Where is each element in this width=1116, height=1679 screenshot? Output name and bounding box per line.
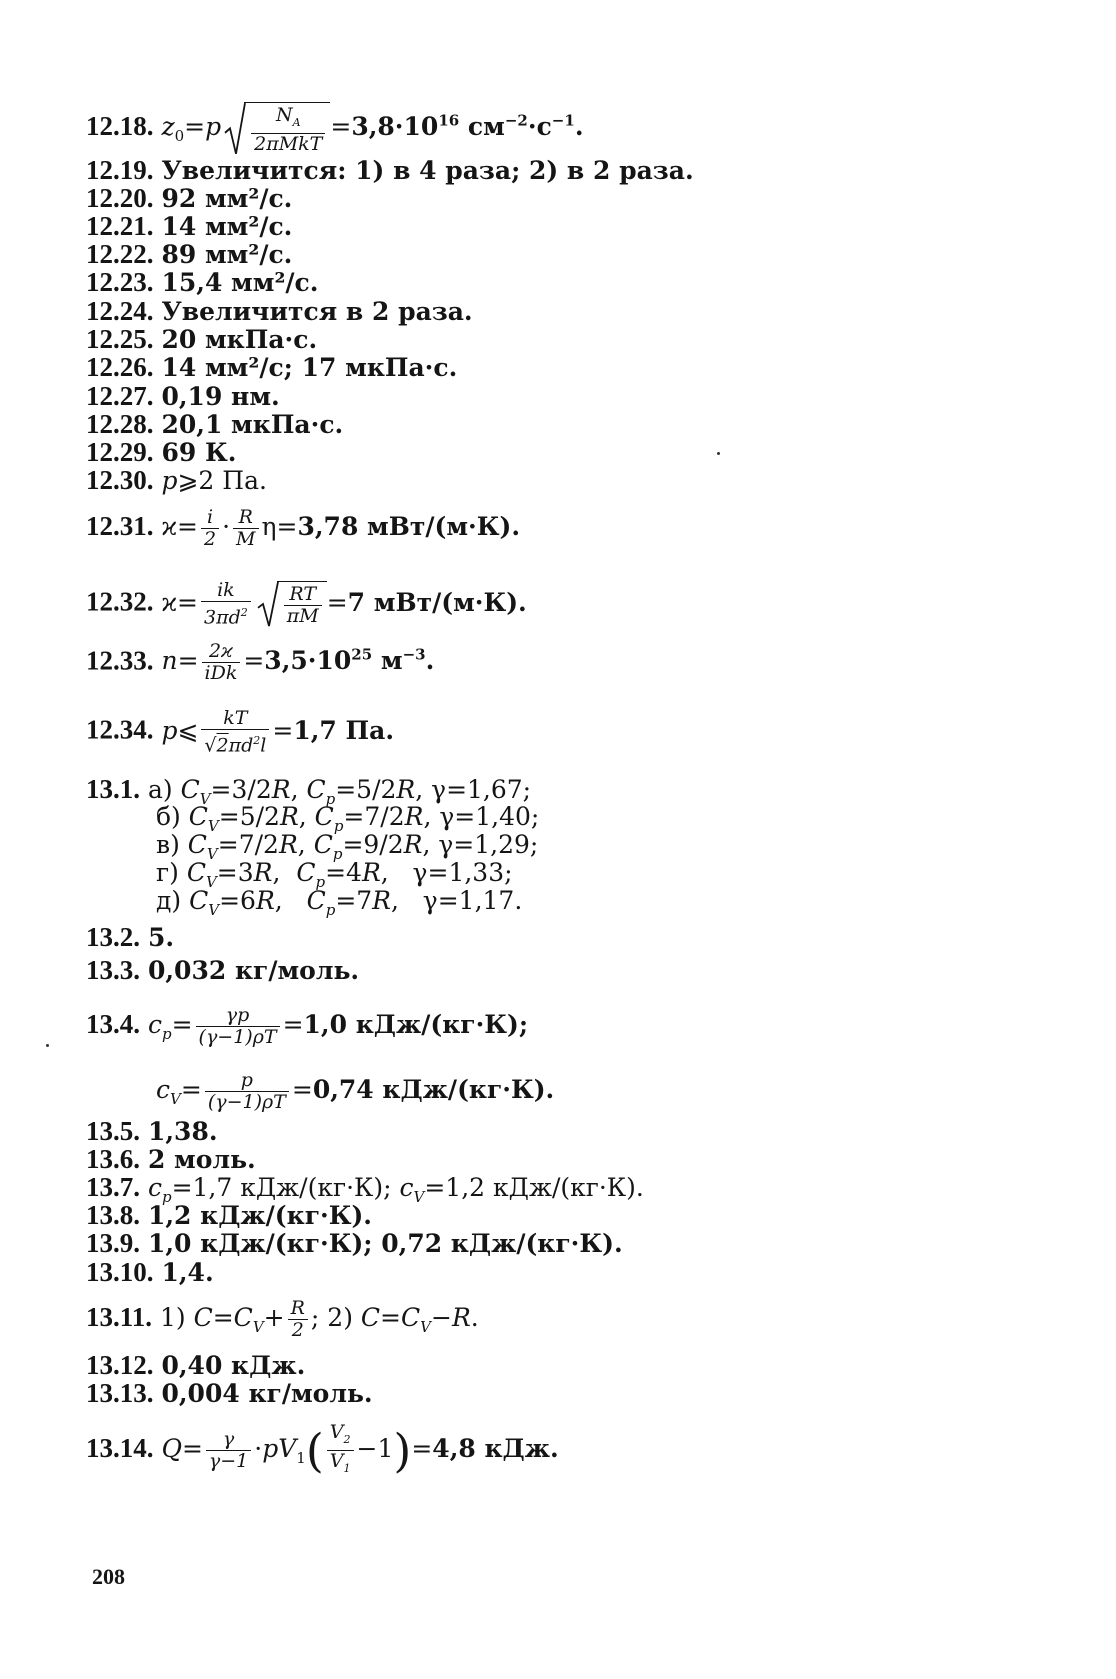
scan-speck [717,452,720,455]
answer-formula: $z_0=p$ $\frac{N_A}{\text{2πMkT}}$ $=3,8\cdot 10^{16}$ $см^{-2}\cdot с^{-1}$. [161,104,584,155]
answer-number: 12.20. [86,183,154,213]
answer-formula: ϰ= $\frac{ik}{3\pi d^2}$ $\frac{RT}{\pi M}$ =7 мВт/(м·К). [161,579,527,629]
answer-12-23 [86,267,318,298]
answer-formula: $c_p=$ $\frac{\gamma p}{(\gamma-1)\rho T}$ =1,0 кДж/(кг·К); [147,1004,529,1048]
answer-text: 69 К. [161,438,237,467]
answer-number: 13.10. [86,1257,154,1287]
answer-number: 12.28. [86,409,154,439]
answer-number: 13.7. [86,1172,140,1202]
answer-13-4-cv [156,1070,554,1114]
answer-13-12 [86,1350,305,1381]
answer-text: 14 мм²/с; 17 мкПа·с. [161,353,458,382]
answer-formula: г) $C_V=3R$, $C_p=4R$, γ=1,33; [156,858,513,891]
answer-number: 13.14. [86,1432,154,1463]
answer-text: 0,19 нм. [161,382,280,411]
answer-12-30 [86,465,267,496]
answer-number: 12.26. [86,352,154,382]
answer-text: 15,4 мм²/с. [161,268,319,297]
answer-text: 1,38. [147,1117,218,1146]
answer-12-31 [86,507,520,550]
answer-12-27 [86,381,280,412]
answer-formula: p⩾2 Па. [161,466,267,495]
answer-number: 12.25. [86,324,154,354]
answer-text: 20,1 мкПа·с. [161,410,344,439]
answer-text: Увеличится в 2 раза. [161,297,473,326]
answer-formula: $c_V=$ $\frac{p}{(\gamma-1)\rho T}$ =0,74 кДж/(кг·К). [156,1069,555,1113]
answer-13-14 [86,1422,559,1479]
answer-number: 13.11. [86,1302,153,1332]
answer-formula: в) $C_V=7/2R$, $C_p=9/2R$, γ=1,29; [156,830,539,863]
answer-number: 12.30. [86,465,154,495]
answer-formula: ϰ= $\frac{i}{2}$ · $\frac{R}{M}$ η=3,78 мВт/(м·К). [161,506,521,550]
answer-12-32 [86,580,527,628]
answer-number: 13.13. [86,1378,154,1408]
answer-number: 13.2. [86,922,140,952]
answer-text: 89 мм²/с. [161,240,293,269]
answer-number: 12.29. [86,437,154,467]
answer-12-22 [86,239,292,270]
answer-text: 92 мм²/с. [161,184,293,213]
answer-text: Увеличится: 1) в 4 раза; 2) в 2 раза. [161,156,694,185]
answer-text: 1,2 кДж/(кг·К). [147,1201,372,1230]
answer-text: 0,004 кг/моль. [161,1379,373,1408]
answer-number: 13.5. [86,1116,140,1146]
sqrt-symbol: $\frac{N_A}{\text{2πMkT}}$ [224,102,330,155]
answer-13-11 [86,1298,479,1342]
answer-13-13 [86,1378,373,1409]
answer-13-6 [86,1144,256,1175]
answer-13-4 [86,1005,528,1049]
answer-number: 12.22. [86,239,154,269]
answer-text: 1,4. [161,1258,214,1287]
answer-number: 13.12. [86,1350,154,1380]
answer-13-9 [86,1228,623,1259]
answer-number: 12.31. [86,511,154,541]
answer-number: 12.27. [86,381,154,411]
answer-12-19 [86,155,694,186]
answer-12-28 [86,409,343,440]
answer-number: 12.33. [86,645,154,676]
answer-12-20 [86,183,292,214]
answer-number: 13.9. [86,1228,140,1258]
answer-number: 13.8. [86,1200,140,1230]
answer-12-25 [86,324,317,355]
answer-12-18 [86,102,584,155]
answer-12-29 [86,437,236,468]
answer-text: 5. [147,923,175,952]
answer-number: 12.34. [86,714,154,745]
page-number: 208 [92,1564,125,1589]
answer-formula: $c_p=1,7$ кДж/(кг·К); $c_V=1,2$ кДж/(кг·К). [147,1173,644,1206]
answer-number: 13.4. [86,1009,140,1039]
answer-13-1-d [156,886,522,925]
answer-12-21 [86,211,292,242]
sqrt-symbol: $\frac{RT}{\pi M}$ [257,581,327,627]
answer-number: 12.18. [86,110,154,141]
answer-text: 14 мм²/с. [161,212,293,241]
answer-text: 0,40 кДж. [161,1351,306,1380]
scan-speck [46,1044,49,1047]
answer-text: 2 моль. [147,1145,256,1174]
answer-number: 12.19. [86,155,154,185]
answer-number: 12.32. [86,586,154,617]
answer-12-33 [86,640,434,684]
answer-text: 20 мкПа·с. [161,325,318,354]
answer-formula: n= $\frac{2ϰ}{\text{iDk}}$ $=3,5\cdot 10^{25}$ $м^{-3}$. [161,640,435,685]
answer-13-5 [86,1116,218,1147]
answer-formula: а) $C_V=3/2R$, $C_p=5/2R$, γ=1,67; [147,775,532,808]
answer-number: 13.1. [86,774,140,804]
answer-13-3 [86,955,359,986]
answer-number: 13.3. [86,955,140,985]
answer-13-2 [86,922,174,953]
answer-number: 13.6. [86,1144,140,1174]
answer-13-8 [86,1200,372,1231]
answer-formula: p⩽ $\frac{kT}{√2\pi d^2l}$ =1,7 Па. [161,707,395,757]
answer-formula: 1) $C=C_V+$ $\frac{R}{2}$ ; 2) $C=C_V-R$. [159,1297,479,1341]
answer-text: 0,032 кг/моль. [147,956,360,985]
answer-number: 12.24. [86,296,154,326]
answer-13-10 [86,1257,214,1288]
answer-12-24 [86,296,473,327]
answer-12-26 [86,352,457,383]
answer-number: 12.23. [86,267,154,297]
answer-number: 12.21. [86,211,154,241]
answer-12-34 [86,708,394,756]
answer-formula: б) $C_V=5/2R$, $C_p=7/2R$, γ=1,40; [156,802,540,835]
answer-text: 1,0 кДж/(кг·К); 0,72 кДж/(кг·К). [147,1229,623,1258]
answer-formula: д) $C_V=6R$, $C_p=7R$, γ=1,17. [156,886,523,919]
answer-formula: Q= $\frac{\gamma}{\gamma-1}$ $\cdot pV_1$( $\frac{V_2}{V_1}$ −1)=4,8 кДж. [161,1421,559,1478]
